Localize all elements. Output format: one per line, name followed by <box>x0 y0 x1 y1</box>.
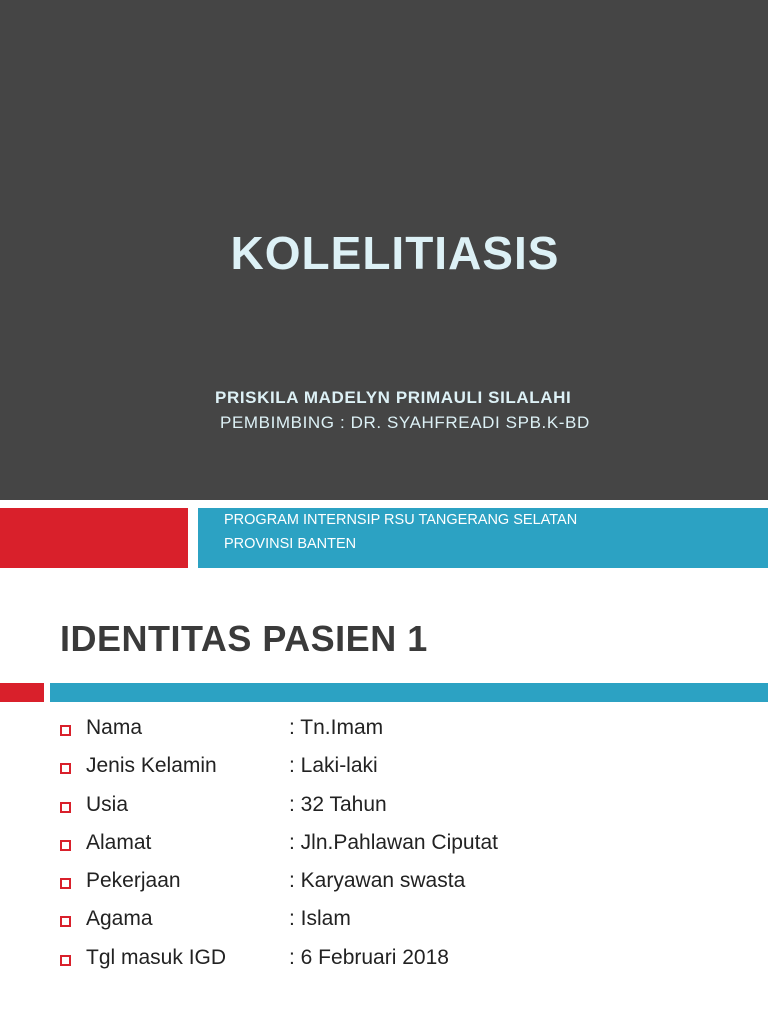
item-value: : Karyawan swasta <box>289 869 466 893</box>
item-label: Usia <box>86 792 129 816</box>
patient-identity-slide <box>0 568 768 1024</box>
list-item <box>60 907 760 945</box>
square-bullet-icon <box>60 916 71 927</box>
item-label: Jenis Kelamin <box>86 754 217 778</box>
author-name: PRISKILA MADELYN PRIMAULI SILALAHI <box>215 388 572 407</box>
advisor-line: PEMBIMBING : DR. SYAHFREADI SPB.K-BD <box>220 413 590 432</box>
item-value: : Laki-laki <box>289 754 378 778</box>
list-item <box>60 831 760 869</box>
list-item <box>60 869 760 907</box>
program-text <box>224 508 577 556</box>
list-item <box>60 793 760 831</box>
program-banner <box>198 508 768 568</box>
blue-accent-bar <box>50 683 768 702</box>
square-bullet-icon <box>60 878 71 889</box>
red-accent-bar <box>0 683 44 702</box>
item-label: Agama <box>86 907 153 931</box>
item-label: Pekerjaan <box>86 869 181 893</box>
item-value: : Jln.Pahlawan Ciputat <box>289 830 498 854</box>
list-item <box>60 754 760 792</box>
item-value: : 32 Tahun <box>289 792 387 816</box>
item-value: : Tn.Imam <box>289 716 384 739</box>
square-bullet-icon <box>60 802 71 813</box>
square-bullet-icon <box>60 955 71 966</box>
list-item <box>60 946 760 984</box>
item-label: Nama <box>86 716 143 739</box>
item-label: Tgl masuk IGD <box>86 945 227 969</box>
item-value: : 6 Februari 2018 <box>289 945 449 969</box>
item-value: : Islam <box>289 907 351 931</box>
red-accent-block <box>0 508 188 568</box>
square-bullet-icon <box>60 840 71 851</box>
item-label: Alamat <box>86 830 152 854</box>
program-line-2: PROVINSI BANTEN <box>224 536 357 552</box>
slide-heading: IDENTITAS PASIEN 1 <box>60 618 428 659</box>
square-bullet-icon <box>60 725 71 736</box>
list-item <box>60 716 760 754</box>
square-bullet-icon <box>60 763 71 774</box>
slide-title: KOLELITIASIS <box>230 227 560 279</box>
program-line-1: PROGRAM INTERNSIP RSU TANGERANG SELATAN <box>224 512 578 528</box>
title-panel <box>0 0 768 500</box>
identity-list <box>60 716 760 984</box>
